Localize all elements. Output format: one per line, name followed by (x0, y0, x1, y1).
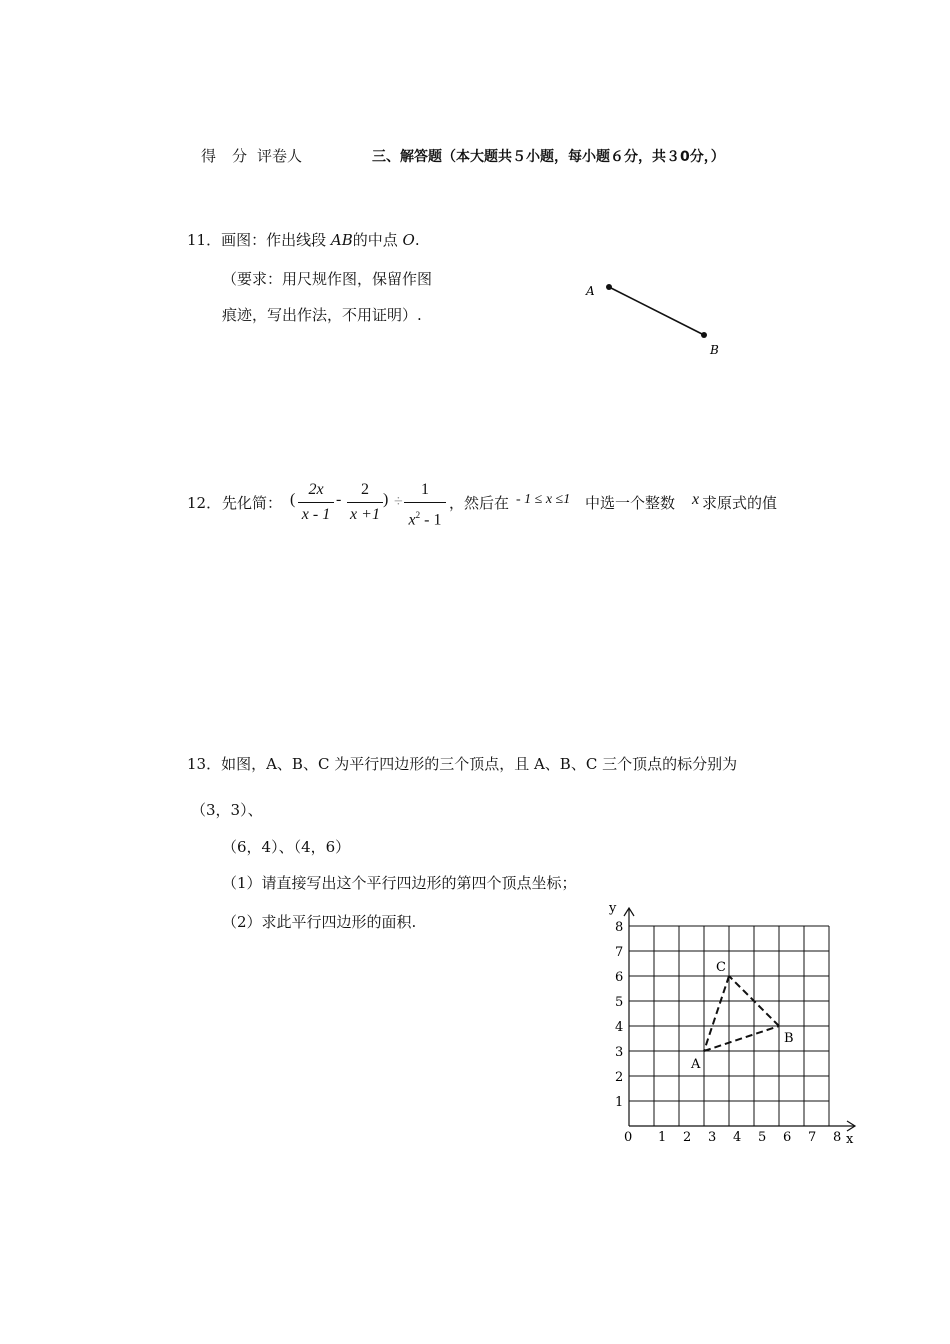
y-tick-label: 8 (615, 920, 624, 935)
fraction-1 (298, 480, 334, 525)
y-tick-label: 5 (615, 995, 624, 1010)
x-tick-label: 6 (783, 1130, 792, 1145)
fraction-2-numerator: 2 (361, 481, 369, 498)
q13-line2: （3，3）、 (191, 801, 263, 819)
fraction-2 (347, 480, 383, 525)
q11-number: 11． (187, 231, 222, 249)
x-tick-label: 4 (733, 1130, 742, 1145)
x-tick-label: 7 (808, 1130, 817, 1145)
q11-requirement-1: （要求：用尺规作图，保留作图 (222, 270, 433, 288)
fraction-1-numerator: 2x (308, 481, 324, 498)
open-paren: ( (290, 491, 296, 508)
q12-text-then: ，然后在 (449, 494, 510, 512)
midpoint-name: O (402, 231, 415, 249)
q12-variable: x (692, 491, 700, 508)
q13-line1: 13．如图，A、B、C 为平行四边形的三个顶点，且 A、B、C 三个顶点的标分别为 (187, 755, 738, 773)
point-label-c: C (716, 960, 726, 975)
edge-CA (704, 976, 729, 1051)
q13-part1: （1）请直接写出这个平行四边形的第四个顶点坐标； (222, 874, 577, 892)
x-tick-label: 8 (833, 1130, 842, 1145)
q12-text-choose: 中选一个整数 (585, 494, 676, 512)
label-b: B (710, 343, 719, 357)
edge-AB (704, 1026, 779, 1051)
q13-part2: （2）求此平行四边形的面积. (222, 913, 417, 931)
fraction-2-denominator: x +1 (350, 506, 380, 523)
grader-label: 评卷人 (257, 147, 303, 165)
q13-line3: （6，4）、（4，6） (222, 838, 351, 856)
score-label: 得 分 (201, 147, 248, 165)
fraction-1-denominator: x - 1 (301, 506, 331, 523)
q11-requirement-2: 痕迹，写出作法，不用证明）. (222, 306, 422, 324)
point-b (701, 332, 707, 338)
y-tick-label: 6 (615, 970, 624, 985)
fraction-3 (404, 480, 446, 530)
segment-ab-figure (580, 275, 730, 365)
point-label-b: B (784, 1031, 794, 1046)
x-tick-label: 1 (658, 1130, 667, 1145)
q11-line1: 11．画图：作出线段 AB的中点 O. (187, 231, 420, 249)
x-tick-label: 5 (758, 1130, 767, 1145)
close-paren: ) (383, 491, 389, 508)
q12-text-end: 求原式的值 (702, 494, 778, 512)
point-label-a: A (691, 1057, 701, 1072)
y-tick-label: 7 (615, 945, 624, 960)
q12-range: - 1 ≤ x ≤1 (516, 492, 571, 507)
label-a: A (586, 284, 595, 298)
x-axis-label: x (846, 1132, 854, 1147)
x-tick-label: 3 (708, 1130, 717, 1145)
y-tick-label: 2 (615, 1070, 624, 1085)
y-tick-label: 3 (615, 1045, 624, 1060)
segment-name: AB (330, 231, 353, 249)
q13-number: 13． (187, 755, 222, 773)
coordinate-grid-chart (600, 900, 870, 1150)
divide-sign: ÷ (394, 493, 403, 510)
fraction-3-numerator: 1 (421, 481, 429, 498)
x-tick-label: 2 (683, 1130, 692, 1145)
fraction-3-denominator: $x^2 - 1$ (408, 510, 442, 529)
q12-number: 12． (187, 494, 222, 512)
q12-prefix: 先化简： (222, 494, 283, 512)
minus-sign: - (336, 491, 342, 508)
section-title: 三、解答题（本大题共５小题，每小题６分，共３0分，） (372, 149, 725, 165)
y-tick-label: 1 (615, 1095, 624, 1110)
x-tick-label: 0 (624, 1130, 633, 1145)
point-a (606, 284, 612, 290)
y-axis-label: y (609, 901, 617, 916)
segment-ab (609, 287, 704, 335)
y-tick-label: 4 (615, 1020, 624, 1035)
